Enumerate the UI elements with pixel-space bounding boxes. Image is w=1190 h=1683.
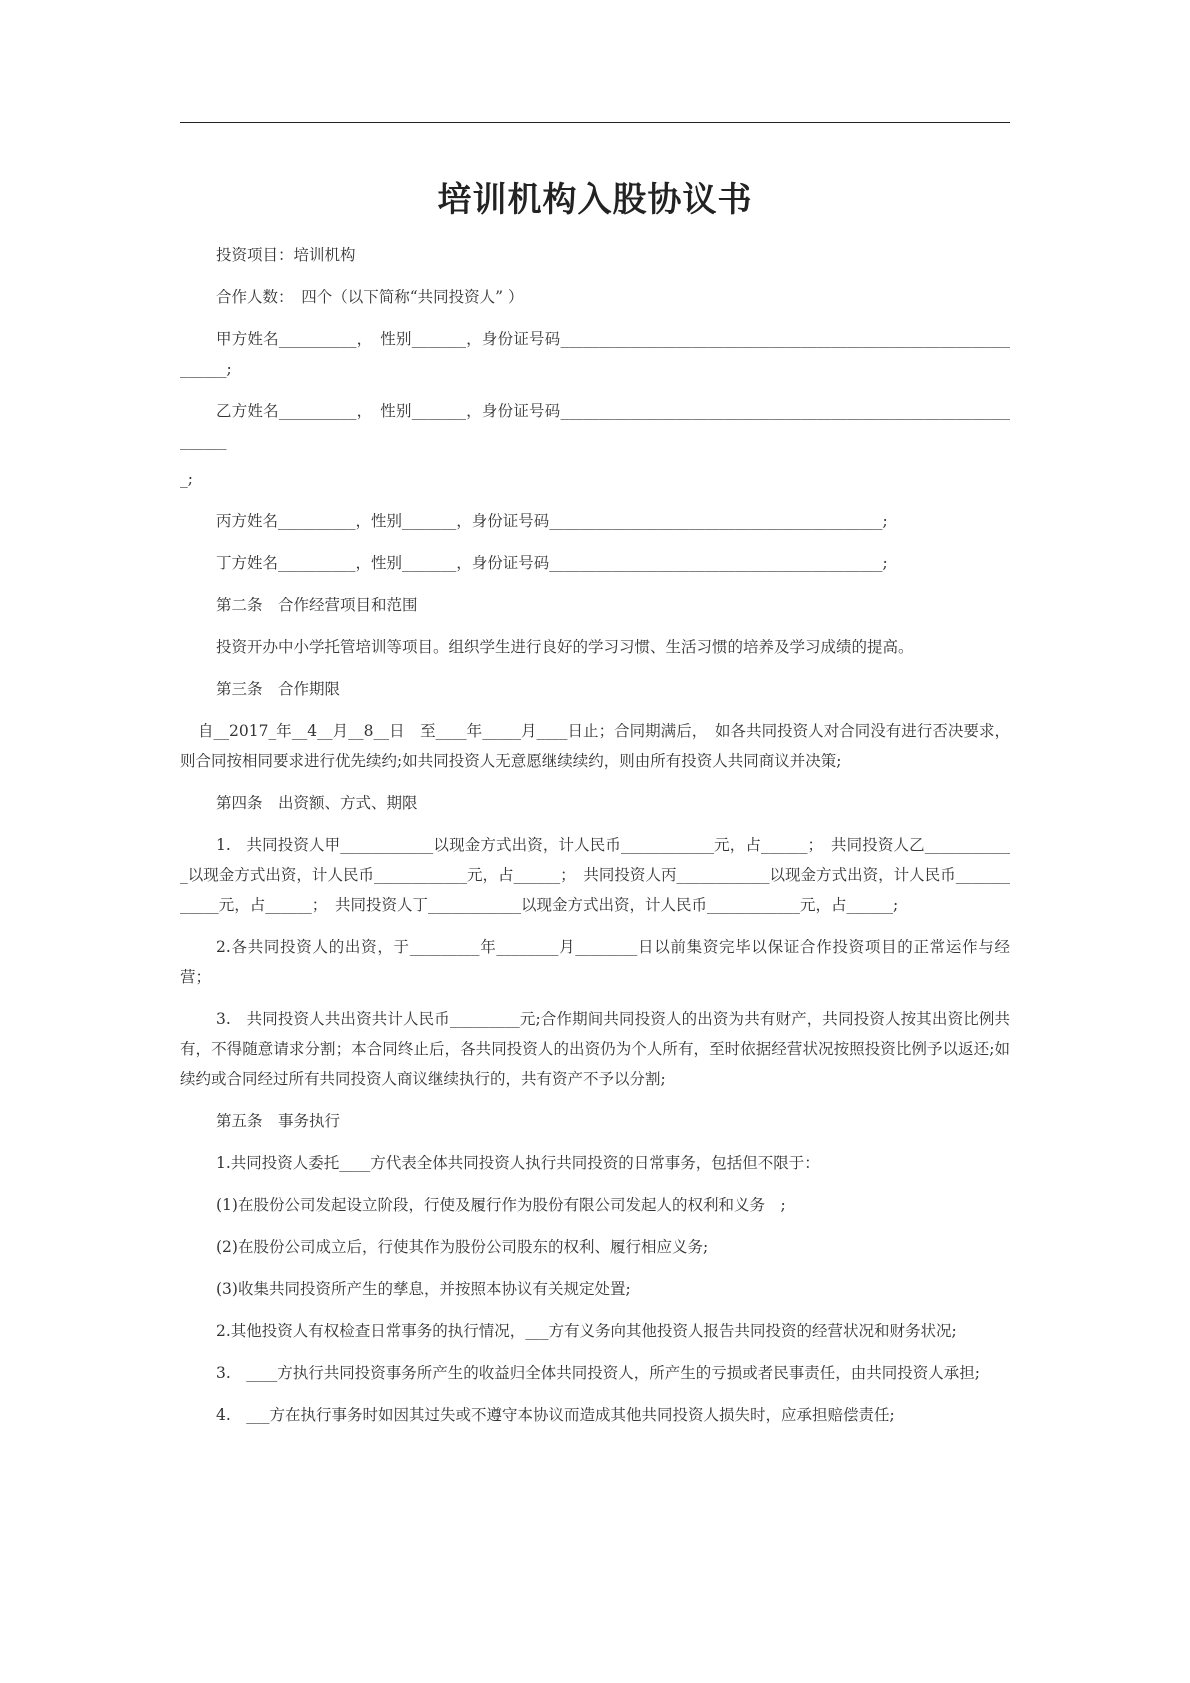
header-rule — [180, 122, 1010, 123]
article-5-clause-3: 3. ____方执行共同投资事务所产生的收益归全体共同投资人，所产生的亏损或者民事责任，由共同投资人承担; — [216, 1364, 981, 1382]
article-5-item-1: (1)在股份公司发起设立阶段，行使及履行作为股份有限公司发起人的权利和义务 ; — [216, 1196, 786, 1214]
article-2-heading: 第二条 合作经营项目和范围 — [216, 596, 418, 614]
article-3-heading: 第三条 合作期限 — [216, 680, 341, 698]
party-b-info: 乙方姓名__________， 性别_______，身份证号码________________________________________________________________ — [180, 402, 1010, 450]
document-body — [180, 240, 1010, 1442]
article-2-body: 投资开办中小学托管培训等项目。组织学生进行良好的学习习惯、生活习惯的培养及学习成绩的提高。 — [216, 638, 914, 656]
article-5-item-3: (3)收集共同投资所产生的孳息，并按照本协议有关规定处置; — [216, 1280, 631, 1298]
article-3-body: 自__2017_年__4__月__8__日 至____年_____月____日止；合同期满后， 如各共同投资人对合同没有进行否决要求，则合同按相同要求进行优先续约;如共同投资人无意愿继续续约，则由所有投资人共同商议并决策; — [180, 722, 1010, 770]
party-d-info: 丁方姓名__________，性别_______，身份证号码___________________________________________; — [216, 554, 888, 572]
article-4-clause-3: 3. 共同投资人共出资共计人民币_________元;合作期间共同投资人的出资为共有财产，共同投资人按其出资比例共有，不得随意请求分割；本合同终止后，各共同投资人的出资仍为个人所有，至时依据经营状况按照投资比例予以返还;如续约或合同经过所有共同投资人商议继续执行的，共有资产不予以分割; — [180, 1010, 1010, 1088]
article-4-clause-2: 2.各共同投资人的出资，于_________年________月________日以前集资完毕以保证合作投资项目的正常运作与经营； — [180, 938, 1010, 986]
article-5-item-2: (2)在股份公司成立后，行使其作为股份公司股东的权利、履行相应义务; — [216, 1238, 709, 1256]
article-4-clause-1: 1. 共同投资人甲____________以现金方式出资，计人民币____________元，占______； 共同投资人乙____________以现金方式出资，计人民币____________元，占______； 共同投资人丙____________以现金方式出资，计人民币____________元，占______； 共同投资人丁____________以现金方式出资，计人民币____________元，占______; — [180, 836, 1010, 914]
party-c-info: 丙方姓名__________，性别_______，身份证号码___________________________________________; — [216, 512, 888, 530]
article-4-heading: 第四条 出资额、方式、期限 — [216, 794, 418, 812]
article-5-clause-2: 2.其他投资人有权检查日常事务的执行情况，___方有义务向其他投资人报告共同投资的经营状况和财务状况; — [216, 1322, 957, 1340]
article-5-clause-1: 1.共同投资人委托____方代表全体共同投资人执行共同投资的日常事务，包括但不限于： — [216, 1154, 820, 1172]
partner-count: 合作人数： 四个（以下简称“共同投资人” ） — [216, 288, 524, 306]
party-b-info-continued: _; — [180, 470, 193, 488]
article-5-heading: 第五条 事务执行 — [216, 1112, 341, 1130]
article-5-clause-4: 4. ___方在执行事务时如因其过失或不遵守本协议而造成其他共同投资人损失时，应承担赔偿责任; — [216, 1406, 895, 1424]
document-title: 培训机构入股协议书 — [437, 180, 753, 220]
party-a-info: 甲方姓名__________， 性别_______，身份证号码________________________________________________________________; — [180, 330, 1010, 378]
investment-project: 投资项目：培训机构 — [216, 246, 356, 264]
